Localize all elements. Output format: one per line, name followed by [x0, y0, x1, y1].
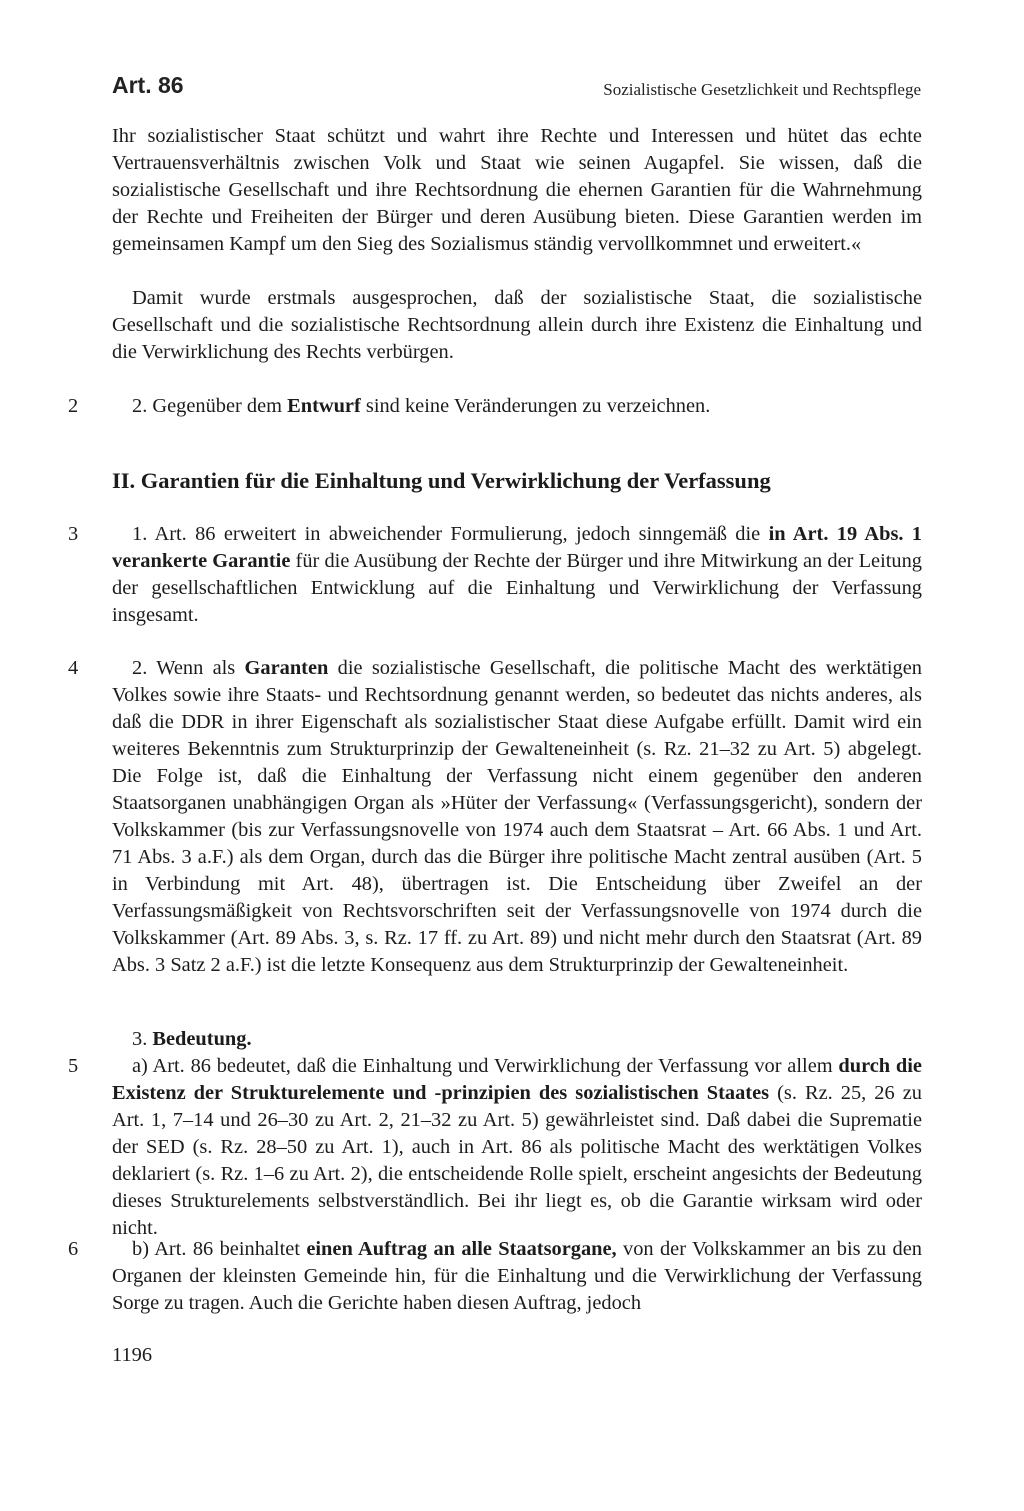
text-run: a) Art. 86 bedeutet, daß die Einhaltung und Verwirklichung der Verfassung vor allem	[132, 1055, 839, 1077]
text-run: 2. Wenn als	[132, 657, 245, 679]
paragraph-3	[112, 521, 922, 629]
paragraph-2	[112, 393, 922, 420]
text-run: sind keine Veränderungen zu verzeichnen.	[360, 395, 711, 417]
quote-end-paragraph: Ihr sozialistischer Staat schützt und wahrt ihre Rechte und Interessen und hütet das echte Vertrauensverhältnis zwischen Volk und Staat wie seinen Augapfel. Sie wissen, daß die sozialistische Gesellschaft und ihre Rechtsordnung die ehernen Garantien für die Wahrnehmung der Rechte und Freiheiten der Bürger und deren Ausübung bieten. Diese Garantien werden im gemeinsamen Kampf um den Sieg des Sozialismus ständig vervollkommnet und erweitert.«	[112, 125, 922, 255]
paragraph-5	[112, 1053, 922, 1242]
page-number: 1196	[112, 1344, 153, 1366]
bold-term: in Art. 19 Abs. 1 verankerte Garantie	[112, 523, 923, 572]
paragraph-4	[112, 655, 922, 979]
margin-number: 4	[68, 657, 79, 679]
statement-paragraph: Damit wurde erstmals ausgesprochen, daß der sozialistische Staat, die sozialistische Gesellschaft und die sozialistische Rechtsordnung allein durch ihre Existenz die Einhaltung und die Verwirklichung des Rechts verbürgen.	[112, 287, 922, 363]
text-run: 2. Gegenüber dem	[132, 395, 288, 417]
text-run: 1. Art. 86 erweitert in abweichender Formulierung, jedoch sinngemäß die	[132, 523, 769, 545]
bold-term: Bedeutung.	[152, 1028, 252, 1050]
bold-term: durch die Existenz der Strukturelemente und -prinzipien des sozialistischen Staates	[112, 1055, 922, 1104]
text-run: b) Art. 86 beinhaltet	[132, 1238, 307, 1260]
running-head: Sozialistische Gesetzlichkeit und Rechtspflege	[603, 80, 921, 99]
text-run: von der Volkskammer an bis zu den Organen der kleinsten Gemeinde hin, für die Einhaltung und die Verwirklichung der Verfassung Sorge zu tragen. Auch die Gerichte haben diesen Auftrag, jedoch	[112, 1238, 922, 1314]
margin-number: 6	[68, 1238, 79, 1260]
bold-term: Entwurf	[287, 395, 361, 417]
article-label: Art. 86	[112, 72, 184, 98]
margin-number: 3	[68, 523, 79, 545]
bold-term: einen Auftrag an alle Staatsorgane,	[306, 1238, 617, 1260]
text-run: die sozialistische Gesellschaft, die politische Macht des werktätigen Volkes sowie ihre Staats- und Rechtsordnung genannt werden, so bedeutet das nichts anderes, als daß die DDR in ihrer Eigenschaft als sozialistischer Staat diese Aufgabe erfüllt. Damit wird ein weiteres Bekenntnis zum Strukturprinzip der Gewalteneinheit (s. Rz. 21–32 zu Art. 5) abgelegt. Die Folge ist, daß die Einhaltung der Verfassung nicht einem gegenüber den anderen Staatsorganen unabhängigen Organ als »Hüter der Verfassung« (Verfassungsgericht), sondern der Volkskammer (bis zur Verfassungsnovelle von 1974 auch dem Staatsrat – Art. 66 Abs. 1 und Art. 71 Abs. 3 a.F.) als dem Organ, durch das die Bürger ihre politische Macht zentral ausüben (Art. 5 in Verbindung mit Art. 48), übertragen ist. Die Entscheidung über Zweifel an der Verfassungsmäßigkeit von Rechtsvorschriften seit der Verfassungsnovelle von 1974 durch die Volkskammer (Art. 89 Abs. 3, s. Rz. 17 ff. zu Art. 89) und nicht mehr durch den Staatsrat (Art. 89 Abs. 3 Satz 2 a.F.) ist die letzte Konsequenz aus dem Strukturprinzip der Gewalteneinheit.	[112, 657, 922, 976]
margin-number: 2	[68, 395, 79, 417]
paragraph-6	[112, 1236, 922, 1317]
text-run: für die Ausübung der Rechte der Bürger und ihre Mitwirkung an der Leitung der gesellschaftlichen Entwicklung auf die Einhaltung und Verwirklichung der Verfassung insgesamt.	[112, 550, 923, 626]
text-run: (s. Rz. 25, 26 zu Art. 1, 7–14 und 26–30 zu Art. 2, 21–32 zu Art. 5) gewährleistet sind. Daß dabei die Suprematie der SED (s. Rz. 28–50 zu Art. 1), auch in Art. 86 als politische Macht des werktätigen Volkes deklariert (s. Rz. 1–6 zu Art. 2), die entscheidende Rolle spielt, erscheint angesichts der Bedeutung dieses Strukturelements selbstverständlich. Bei ihr liegt es, ob die Garantie wirksam wird oder nicht.	[112, 1082, 922, 1239]
margin-number: 5	[68, 1055, 79, 1077]
section-heading: II. Garantien für die Einhaltung und Verwirklichung der Verfassung	[112, 468, 771, 493]
text-run: 3.	[132, 1028, 153, 1050]
bold-term: Garanten	[244, 657, 329, 679]
bedeutung-heading	[112, 1026, 922, 1053]
